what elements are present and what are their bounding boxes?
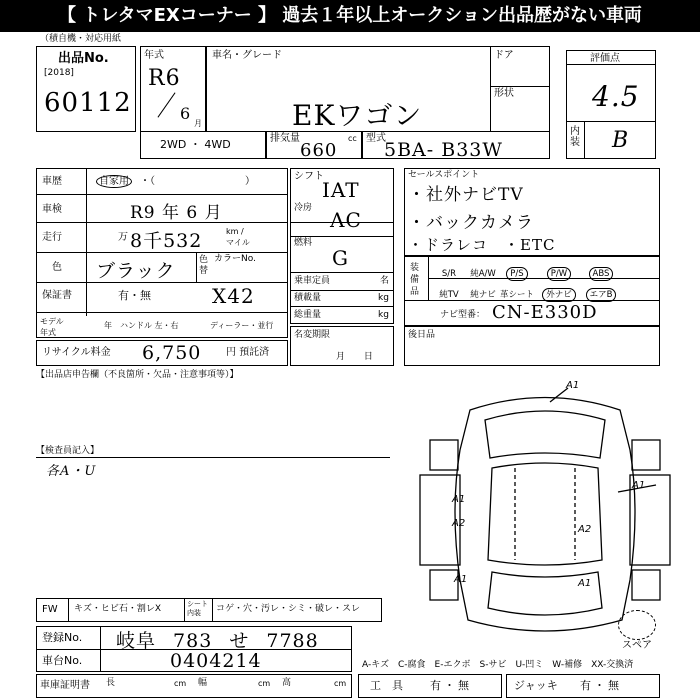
left-mirror [430, 440, 458, 470]
year-value: R6 [148, 66, 181, 91]
equip-ps-wrap [500, 267, 534, 281]
car-diagram [400, 380, 690, 650]
fw-items: キズ・ヒビ石・割レX [74, 604, 161, 614]
model-value: EKワゴン [292, 99, 423, 132]
color-label: 色 [52, 262, 62, 273]
seat-items: コゲ・穴・汚レ・シミ・破レ・スレ [216, 604, 361, 614]
type-value: 5BA- B33W [384, 139, 503, 161]
sales-point-1: ・社外ナビTV [408, 185, 524, 205]
equip-row-1 [432, 261, 618, 281]
inspector-rule [36, 457, 390, 458]
tool-value: 有・無 [430, 679, 472, 692]
recycle-label: リサイクル料金 [42, 347, 111, 358]
door-shape-divider [490, 86, 550, 87]
fuel-value: G [332, 246, 349, 270]
shift-label: シフト [294, 171, 324, 182]
dealer-label: ディーラー・並行 [210, 321, 274, 330]
equip-abs-wrap [584, 267, 618, 281]
spare-circle [618, 610, 656, 640]
navi-model-value: CN-E330D [492, 302, 598, 323]
sub-note: （積自機・対応用紙 [40, 34, 122, 44]
damage-mark-7: A1 [578, 578, 592, 589]
history-col-divider [86, 168, 87, 316]
right-mirror [632, 440, 660, 470]
after-box [404, 326, 660, 366]
color-value: ブラック [96, 260, 176, 282]
equip-sr: S/R [441, 269, 457, 279]
sales-points-label: セールスポイント [408, 170, 480, 180]
capacity-unit: 名 [380, 276, 390, 286]
chassis-value: 0404214 [170, 650, 262, 672]
damage-mark-6: A1 [454, 574, 468, 585]
capacity-label: 乗車定員 [294, 276, 331, 286]
sales-point-2: ・バックカメラ [408, 213, 534, 233]
reg-label: 登録No. [42, 631, 83, 644]
displacement-label: 排気量 [270, 133, 300, 144]
equip-navi: 純ナビ [470, 290, 496, 300]
cert-col-2: cm [174, 679, 187, 688]
history-label: 車歴 [42, 176, 62, 187]
damage-mark-1: A1 [566, 380, 580, 391]
jack-value: 有・無 [580, 679, 622, 692]
cert-label: 車庫証明書 [40, 680, 90, 691]
color-no-value: X42 [212, 284, 255, 308]
mileage-prefix: 万 [118, 232, 128, 243]
year-label: 年式 [144, 50, 164, 61]
chassis-label: 車台No. [42, 654, 83, 667]
cert-col-4: cm [258, 679, 271, 688]
equip-abs: ABS [589, 267, 614, 281]
fw-label: FW [42, 604, 58, 615]
damage-mark-5: A2 [578, 524, 592, 535]
jack-label: ジャッキ [514, 679, 558, 692]
handle-label: ハンドル 左・右 [120, 321, 179, 330]
sales-point-3: ・ドラレコ ・ETC [408, 236, 556, 254]
color-swap-label: 色替 [199, 255, 209, 276]
after-label: 後日品 [408, 330, 436, 340]
car-body-outline [455, 398, 635, 632]
model-label: 車名・グレード [212, 50, 282, 61]
mileage-unit: km / マイル [226, 227, 250, 247]
load-label: 積載量 [294, 293, 322, 303]
history-row-1 [36, 194, 288, 195]
damage-mark-2: A1 [632, 480, 646, 491]
shape-label: 形状 [494, 88, 514, 99]
color-no-label: カラーNo. [214, 254, 256, 264]
interior-label: 内装 [570, 126, 580, 148]
lot-no-label: 出品No. [58, 51, 109, 66]
banner: 【 トレタマEXコーナー 】 過去１年以上オークション出品歴がない車両 [0, 0, 700, 32]
history-paren: ・（ ） [140, 176, 255, 187]
spare-label: スペア [622, 640, 652, 651]
seat-divider-right [212, 598, 213, 622]
inspector-label: 【検査員記入】 [36, 446, 100, 456]
declaration-label: 【出品店申告欄（不良箇所・欠品・注意事項等）】 [36, 370, 239, 380]
equip-ext-navi-wrap [534, 288, 584, 302]
spec-row-3 [290, 272, 394, 273]
spec-row-4 [290, 290, 394, 291]
mileage-value: 8千532 [130, 230, 203, 252]
inspector-note: 各A・U [46, 464, 97, 479]
mileage-label: 走行 [42, 232, 62, 243]
history-value-text: 自家用 [96, 175, 132, 188]
right-rear-panel [632, 570, 660, 600]
equip-aw: 純A/W [470, 269, 496, 279]
cert-col-5: 高 [282, 678, 292, 688]
door-label: ドア [494, 50, 514, 61]
navi-model-label: ナビ型番： [440, 310, 486, 320]
displacement-unit: cc [348, 134, 357, 143]
history-row-5 [36, 312, 288, 313]
tool-label: 工 具 [370, 679, 403, 692]
equip-row-2 [432, 282, 618, 302]
equip-ps: P/S [506, 267, 527, 281]
ac-label: 冷房 [294, 203, 313, 213]
gross-label: 総重量 [294, 310, 322, 320]
gross-unit: kg [378, 310, 389, 320]
cert-col-6: cm [334, 679, 347, 688]
drive-label: 2WD ・ 4WD [160, 138, 231, 151]
damage-codes: A-キズ C-腐食 E-エクボ S-サビ U-凹ミ W-補修 XX-交換済 [362, 660, 634, 670]
change-label: 名変期限 [294, 330, 331, 340]
equip-pw: P/W [547, 267, 571, 281]
cert-col-3: 幅 [198, 678, 208, 688]
displacement-value: 660 [300, 140, 338, 161]
equip-leather: 革シート [500, 290, 535, 300]
equip-tv: 純TV [439, 290, 459, 300]
equip-airbag-wrap [584, 288, 618, 302]
fw-divider [68, 598, 69, 622]
warranty-label: 保証書 [42, 290, 72, 301]
recycle-unit: 円 預託済 [226, 347, 270, 358]
lot-number: 60112 [44, 88, 132, 118]
reg-value: 岐阜 783 せ 7788 [116, 630, 319, 652]
spec-row-5 [290, 306, 394, 307]
damage-mark-4: A2 [452, 518, 466, 529]
car-hood [485, 411, 605, 458]
change-unit: 月 日 [336, 352, 373, 362]
inspection-label: 車検 [42, 204, 62, 215]
model-year-label: モデル年式 [40, 317, 64, 337]
seat-label: シート内装 [187, 600, 208, 617]
equip-airbag: エアB [586, 288, 617, 302]
interior-value: B [612, 128, 630, 153]
warranty-value: 有・無 [118, 289, 151, 302]
damage-mark-3: A1 [452, 494, 466, 505]
month-unit: 月 [194, 119, 202, 128]
year-tag: [2018] [44, 68, 74, 78]
equip-pw-wrap [534, 267, 584, 281]
recycle-value: 6,750 [142, 342, 202, 364]
cert-col-1: 長 [106, 678, 116, 688]
equip-ext-navi: 外ナビ [542, 288, 576, 302]
month-value: 6 [180, 104, 192, 123]
color-swap-divider [196, 252, 197, 282]
car-cabin [488, 463, 602, 565]
score-divider [566, 64, 656, 65]
score-label: 評価点 [590, 53, 620, 64]
seat-divider-left [184, 598, 185, 622]
interior-divider [584, 121, 585, 159]
type-label: 型式 [366, 133, 386, 144]
score-value: 4.5 [592, 80, 640, 113]
load-unit: kg [378, 293, 389, 303]
model-year-unit: 年 [104, 321, 112, 330]
spec-row-2 [290, 236, 394, 237]
ac-value: AC [330, 208, 362, 232]
inspection-value: R9 年 6 月 [130, 203, 223, 223]
door-divider [490, 46, 491, 132]
fuel-label: 燃料 [294, 238, 313, 248]
shift-value: IAT [322, 178, 360, 202]
equip-label: 装備品 [410, 263, 420, 297]
history-value [96, 176, 132, 187]
